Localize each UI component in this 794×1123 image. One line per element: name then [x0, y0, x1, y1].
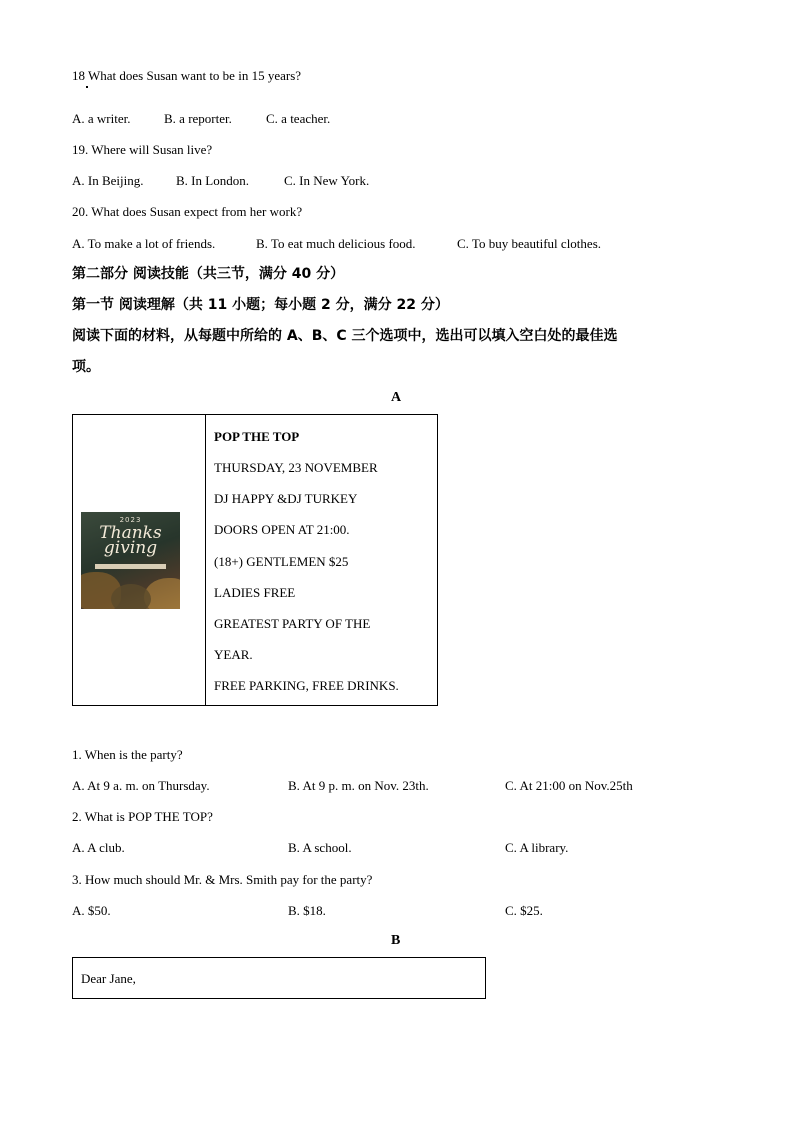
passage-a-label: A [391, 390, 402, 405]
instruction-line-2: 项。 [72, 359, 100, 375]
q18-option-b: B. a reporter. [164, 111, 232, 126]
q18-option-a: A. a writer. [72, 111, 131, 126]
passage-b-letter-box [72, 957, 486, 999]
poster-line-year: YEAR. [214, 647, 253, 662]
q3-option-b: B. $18. [288, 903, 326, 918]
question-1: 1. When is the party? [72, 747, 183, 762]
question-18: 18 What does Susan want to be in 15 years? [72, 68, 302, 83]
part-title: 第二部分 阅读技能（共三节，满分 40 分） [72, 266, 345, 282]
passage-a-table [72, 414, 438, 706]
q20-option-a: A. To make a lot of friends. [72, 236, 216, 251]
question-20: 20. What does Susan expect from her work? [72, 204, 303, 219]
poster-year: 2023 [119, 516, 142, 524]
q20-option-b: B. To eat much delicious food. [256, 236, 416, 251]
section-subtitle: 第一节 阅读理解（共 11 小题；每小题 2 分，满分 22 分） [72, 297, 449, 313]
dot-mark [86, 86, 88, 88]
poster-line-greatest: GREATEST PARTY OF THE [214, 616, 371, 631]
question-3: 3. How much should Mr. & Mrs. Smith pay for the party? [72, 872, 373, 887]
q3-option-a: A. $50. [72, 903, 111, 918]
thanksgiving-poster-image [81, 512, 180, 609]
poster-script-line-2: giving [103, 538, 158, 558]
question-2: 2. What is POP THE TOP? [72, 809, 213, 824]
q19-option-b: B. In London. [176, 173, 249, 188]
poster-line-title: POP THE TOP [214, 429, 300, 444]
poster-line-dj: DJ HAPPY &DJ TURKEY [214, 491, 358, 506]
q1-option-a: A. At 9 a. m. on Thursday. [72, 778, 210, 793]
q19-option-a: A. In Beijing. [72, 173, 144, 188]
poster-script-line-1: Thanks [99, 523, 162, 543]
leaf-decoration [111, 584, 151, 609]
q1-option-b: B. At 9 p. m. on Nov. 23th. [288, 778, 429, 793]
passage-b-label: B [391, 933, 401, 948]
q1-option-c: C. At 21:00 on Nov.25th [505, 778, 633, 793]
q20-option-c: C. To buy beautiful clothes. [457, 236, 601, 251]
poster-band [95, 564, 166, 569]
q2-option-a: A. A club. [72, 840, 125, 855]
q19-option-c: C. In New York. [284, 173, 370, 188]
table-divider [205, 415, 206, 705]
poster-line-ladies: LADIES FREE [214, 585, 296, 600]
q2-option-c: C. A library. [505, 840, 569, 855]
q2-option-b: B. A school. [288, 840, 352, 855]
letter-greeting: Dear Jane, [81, 971, 136, 986]
poster-line-gentlemen: (18+) GENTLEMEN $25 [214, 554, 349, 569]
poster-line-free: FREE PARKING, FREE DRINKS. [214, 678, 399, 693]
poster-line-date: THURSDAY, 23 NOVEMBER [214, 460, 378, 475]
poster-line-doors: DOORS OPEN AT 21:00. [214, 522, 350, 537]
q18-option-c: C. a teacher. [266, 111, 331, 126]
instruction-line-1: 阅读下面的材料，从每题中所给的 A、B、C 三个选项中，选出可以填入空白处的最佳选 [72, 328, 618, 344]
question-19: 19. Where will Susan live? [72, 142, 213, 157]
q3-option-c: C. $25. [505, 903, 543, 918]
poster-script [81, 523, 180, 558]
